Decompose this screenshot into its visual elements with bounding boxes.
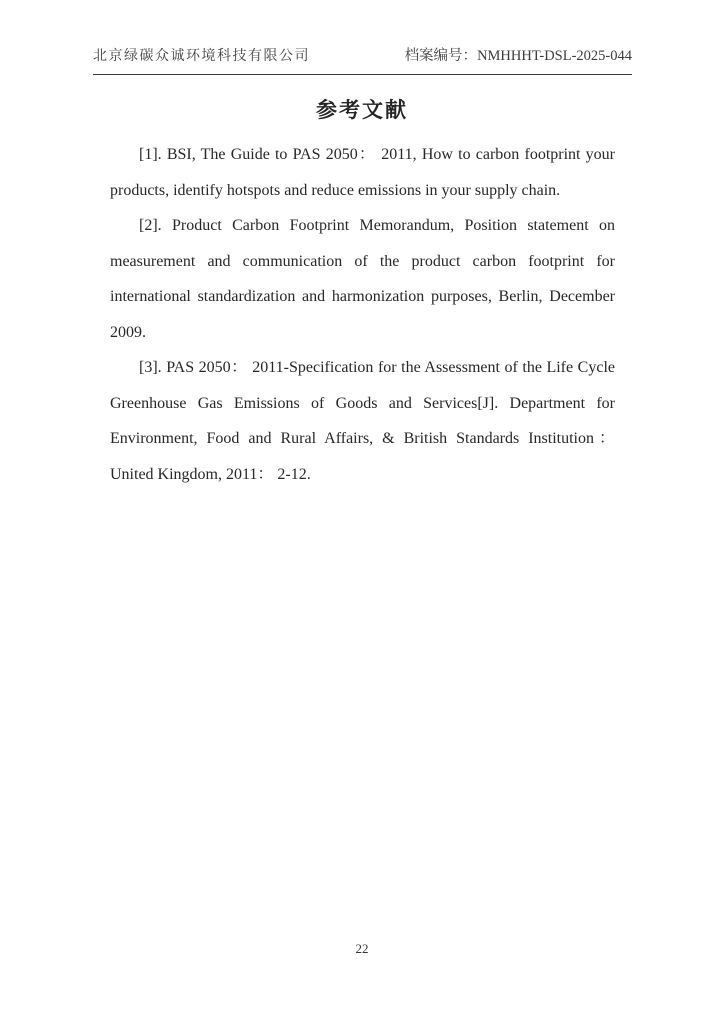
page-number: 22 [355, 941, 369, 956]
reference-entry: [1]. BSI, The Guide to PAS 2050： 2011, How to carbon footprint your products, identify hotspots and reduce emissions in your supply chain. [110, 146, 615, 199]
archive-label: 档案编号： [404, 48, 478, 64]
archive-number-group [405, 44, 632, 65]
page-footer [0, 941, 724, 957]
references-section [110, 137, 615, 492]
company-name: 北京绿碳众诚环境科技有限公司 [93, 49, 310, 64]
archive-number: NMHHHT-DSL-2025-044 [477, 48, 632, 64]
page-title: 参考文献 [316, 98, 408, 122]
reference-entry: [2]. Product Carbon Footprint Memorandum, Position statement on measurement and communication of the product carbon footprint for international standardization and harmonization purposes, Berlin, December 2009. [110, 217, 615, 341]
page-header [93, 44, 632, 75]
reference-entry: [3]. PAS 2050： 2011-Specification for the Assessment of the Life Cycle Greenhouse Gas Emissions of Goods and Services[J]. Department for Environment, Food and Rural Affairs, & British Standards Institution： United Kingdom, 2011： 2-12. [110, 359, 615, 483]
